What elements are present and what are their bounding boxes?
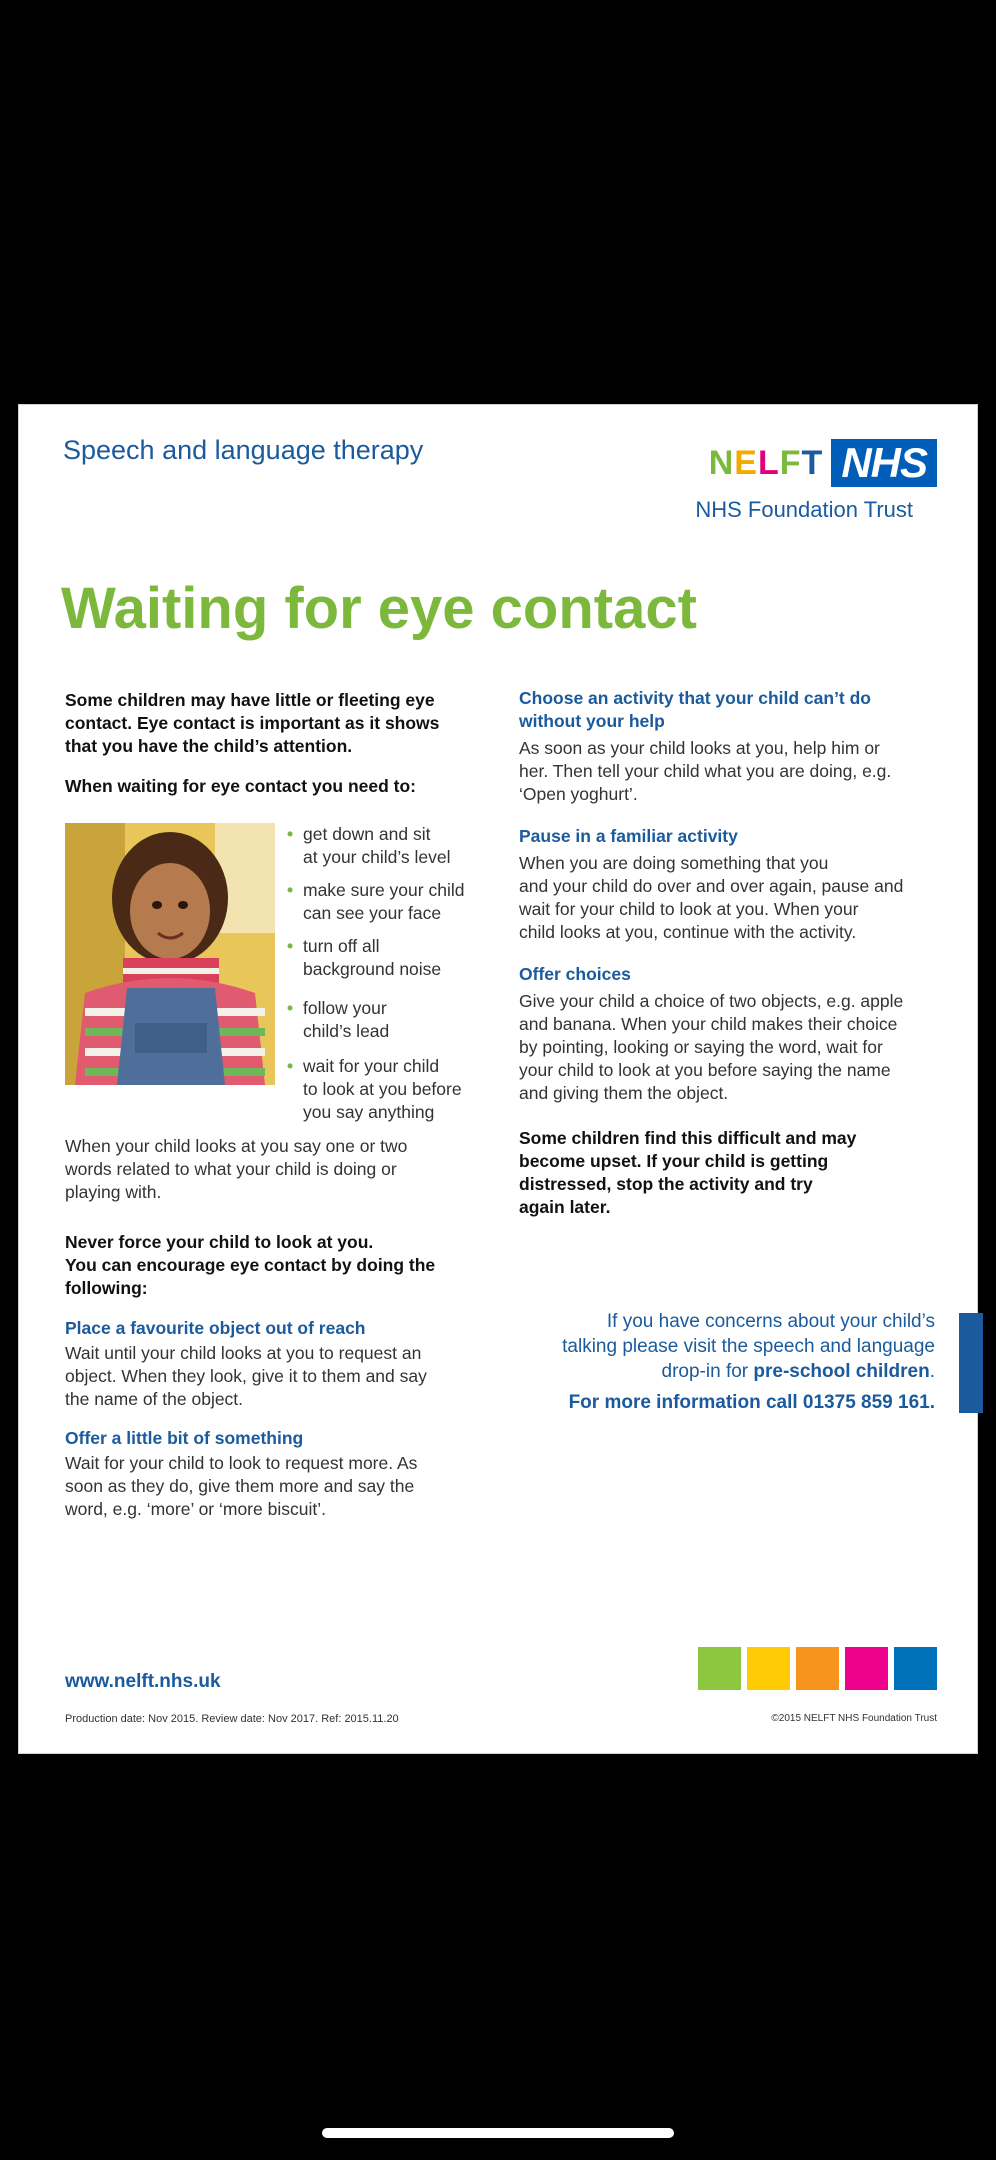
swatch-yellow bbox=[747, 1647, 790, 1690]
website-link[interactable]: www.nelft.nhs.uk bbox=[65, 1671, 221, 1692]
child-photo bbox=[65, 823, 275, 1085]
bullet-item: • wait for your child to look at you before you say anything bbox=[287, 1055, 462, 1124]
tip-heading: Place a favourite object out of reach bbox=[65, 1318, 366, 1338]
tip-choose-activity bbox=[519, 687, 959, 806]
copyright: ©2015 NELFT NHS Foundation Trust bbox=[771, 1713, 937, 1724]
upset-warning: Some children find this difficult and may become upset. If your child is getting distressed, stop the activity and try again later. bbox=[519, 1128, 857, 1217]
home-indicator[interactable] bbox=[322, 2128, 674, 2138]
tip-body: As soon as your child looks at you, help him or her. Then tell your child what you are doing, e.g. ‘Open yoghurt’. bbox=[519, 738, 892, 804]
service-name: Speech and language therapy bbox=[63, 435, 424, 465]
tip-heading: Pause in a familiar activity bbox=[519, 826, 738, 846]
tip-pause-activity bbox=[519, 825, 959, 944]
tip-offer-choices bbox=[519, 963, 959, 1105]
nhs-logo-box: NHS bbox=[831, 439, 937, 487]
accent-bar bbox=[959, 1313, 983, 1413]
bullet-item: • turn off all background noise bbox=[287, 935, 441, 981]
trust-name: NHS Foundation Trust bbox=[695, 497, 913, 522]
bullet-item: • get down and sit at your child’s level bbox=[287, 823, 451, 869]
concerns-box: If you have concerns about your child’s talking please visit the speech and language drop-in for pre-school children. For more information call 01375 859 161. bbox=[495, 1309, 935, 1415]
never-force-text: Never force your child to look at you. You can encourage eye contact by doing the following: bbox=[65, 1232, 436, 1298]
intro-text: Some children may have little or fleeting eye contact. Eye contact is important as it shows that you have the child’s attention. bbox=[65, 690, 440, 756]
bullet-item: • follow your child’s lead bbox=[287, 997, 389, 1043]
tip-heading: Choose an activity that your child can’t do without your help bbox=[519, 688, 871, 731]
child-photo-illustration bbox=[65, 823, 275, 1085]
tip-body: Wait for your child to look to request more. As soon as they do, give them more and say the word, e.g. ‘more’ or ‘more biscuit’. bbox=[65, 1453, 418, 1519]
swatch-green bbox=[698, 1647, 741, 1690]
swatch-orange bbox=[796, 1647, 839, 1690]
tip-body: Wait until your child looks at you to request an object. When they look, give it to them and say the name of the object. bbox=[65, 1343, 427, 1409]
need-to-heading: When waiting for eye contact you need to: bbox=[65, 776, 416, 796]
tip-body: When you are doing something that you and your child do over and over again, pause and wait for your child to look at you. When your child looks at you, continue with the activity. bbox=[519, 853, 904, 942]
page-title: Waiting for eye contact bbox=[61, 576, 697, 641]
color-swatches bbox=[698, 1647, 937, 1690]
when-looks-text: When your child looks at you say one or two words related to what your child is doing or playing with. bbox=[65, 1136, 408, 1202]
nelft-nhs-logo bbox=[709, 439, 937, 487]
leaflet-page bbox=[18, 404, 978, 1754]
nelft-wordmark: NELFT bbox=[708, 443, 824, 482]
tip-heading: Offer choices bbox=[519, 964, 631, 984]
tip-heading: Offer a little bit of something bbox=[65, 1428, 304, 1448]
swatch-magenta bbox=[845, 1647, 888, 1690]
tip-offer-little bbox=[65, 1427, 485, 1521]
swatch-blue bbox=[894, 1647, 937, 1690]
bullet-item: • make sure your child can see your face bbox=[287, 879, 464, 925]
tip-body: Give your child a choice of two objects, e.g. apple and banana. When your child makes their choice by pointing, looking or saying the word, wait for your child to look at you before saying the name and giving them the object. bbox=[519, 991, 904, 1103]
tip-place-object bbox=[65, 1317, 485, 1411]
contact-phone: For more information call 01375 859 161. bbox=[568, 1392, 935, 1413]
production-info: Production date: Nov 2015. Review date: Nov 2017. Ref: 2015.11.20 bbox=[65, 1713, 399, 1725]
